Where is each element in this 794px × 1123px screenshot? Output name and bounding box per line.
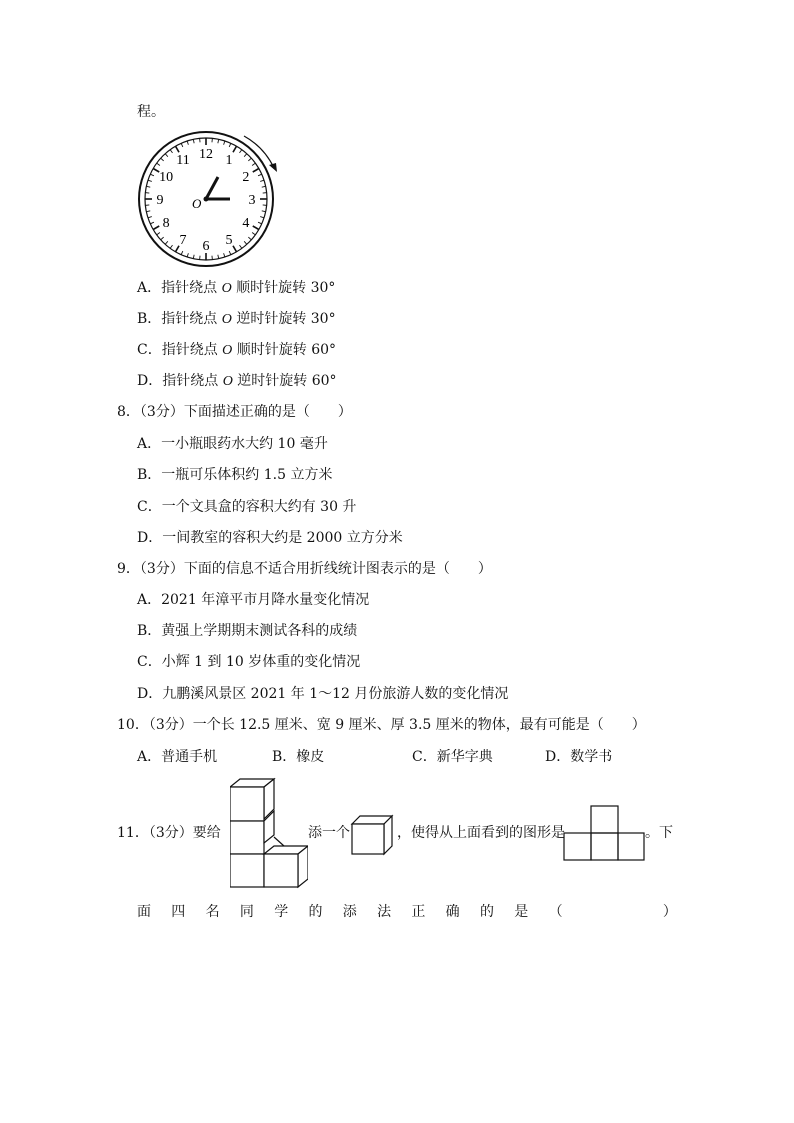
cube-stack-figure	[230, 777, 308, 889]
clock-number: 8	[162, 216, 170, 231]
q11-line2-char: （	[548, 904, 563, 920]
clock-number: 9	[156, 193, 164, 208]
clock-tick	[253, 226, 259, 230]
clock-tick	[218, 255, 219, 259]
clock-tick	[240, 245, 242, 248]
clockwise-arrow	[244, 136, 274, 168]
q11-line2-char: 确	[445, 904, 460, 920]
clock-number: 6	[202, 239, 210, 254]
clock-number: 7	[179, 232, 187, 248]
q11-line2-char: 面	[137, 904, 151, 920]
q11-line2-char: 正	[411, 904, 426, 920]
previous-question-tail: 程。	[137, 104, 165, 120]
clock-tick	[244, 154, 247, 157]
clock-tick	[193, 139, 194, 143]
q11-line2-char: 添	[342, 904, 357, 920]
clock-tick	[148, 180, 152, 181]
q7-option-d: D．指针绕点 O 逆时针旋转 60°	[137, 373, 337, 389]
clock-tick	[161, 158, 164, 161]
q9-option-a: A．2021 年漳平市月降水量变化情况	[137, 592, 370, 608]
clock-tick	[146, 211, 150, 212]
q11-line2-char: 是	[514, 904, 529, 920]
q10-stem: 10．（3分）一个长 12.5 厘米、宽 9 厘米、厚 3.5 厘米的物体，最有可能是（ ）	[117, 717, 646, 733]
clock-tick	[240, 150, 242, 153]
q8-stem: 8．（3分）下面描述正确的是（ ）	[117, 404, 352, 420]
clock-tick	[244, 241, 247, 244]
clock-number: 11	[176, 153, 190, 169]
q8-option-a: A．一小瓶眼药水大约 10 毫升	[137, 436, 328, 452]
q8-option-b: B．一瓶可乐体积约 1.5 立方米	[137, 467, 333, 483]
clock-tick	[233, 246, 237, 252]
clock-tick	[165, 154, 168, 157]
q11-text-part2: 添一个	[308, 825, 350, 841]
clock-tick	[252, 163, 255, 165]
clock-tick	[176, 146, 180, 152]
clock-number: 2	[242, 170, 250, 185]
clock-tick	[150, 222, 154, 224]
clock-tick	[224, 141, 225, 145]
clock-tick	[187, 253, 188, 257]
q11-line2-char: 四	[171, 904, 186, 920]
clock-tick	[170, 245, 172, 248]
arrow-head-icon	[269, 163, 277, 172]
q11-text-part3: ，使得从上面看到的图形是	[397, 825, 565, 841]
q11-second-line	[137, 902, 677, 922]
clock-tick	[258, 222, 262, 224]
clock-tick	[252, 233, 255, 235]
q9-option-b: B．黄强上学期期末测试各科的成绩	[137, 623, 358, 639]
q10-option-b: B．橡皮	[272, 749, 325, 765]
clock-tick	[193, 255, 194, 259]
clock-center-dot	[204, 197, 209, 202]
q11-line2-char: 的	[479, 904, 494, 920]
q7-option-b: B．指针绕点 O 逆时针旋转 30°	[137, 311, 336, 327]
minute-hand	[206, 177, 218, 199]
clock-tick	[181, 143, 183, 147]
q11-line2-char: ）	[662, 904, 677, 920]
clock-tick	[248, 158, 251, 161]
q9-option-c: C．小辉 1 到 10 岁体重的变化情况	[137, 654, 361, 670]
q9-option-d: D．九鹏溪风景区 2021 年 1～12 月份旅游人数的变化情况	[137, 686, 509, 702]
top-view-figure	[563, 805, 645, 863]
q11-text-part4: 。下	[645, 825, 673, 841]
clock-number: 5	[225, 232, 233, 248]
clock-number: 12	[199, 147, 213, 162]
clock-tick	[170, 150, 172, 153]
q7-option-c: C．指针绕点 O 顺时针旋转 60°	[137, 342, 337, 358]
q11-line2-char: 名	[205, 904, 220, 920]
clock-tick	[157, 163, 160, 165]
clock-tick	[260, 180, 264, 181]
q7-option-a: A．指针绕点 O 顺时针旋转 30°	[137, 280, 336, 296]
q8-option-d: D．一间教室的容积大约是 2000 立方分米	[137, 530, 403, 546]
clock-tick	[161, 237, 164, 240]
q10-option-d: D．数学书	[545, 749, 613, 765]
clock-tick	[181, 251, 183, 255]
q11-line2-char: 的	[308, 904, 323, 920]
q11-line2-char: 同	[239, 904, 254, 920]
clock-number: 10	[159, 170, 174, 185]
clock-number: 4	[242, 216, 250, 231]
clock-tick	[229, 251, 231, 255]
clock-tick	[150, 174, 154, 176]
clock-tick	[176, 246, 180, 252]
q11-line2-char: 法	[377, 904, 392, 920]
clock-tick	[262, 211, 266, 212]
clock-tick	[224, 253, 225, 257]
clock-tick	[233, 146, 237, 152]
clock-tick	[165, 241, 168, 244]
q8-option-c: C．一个文具盒的容积大约有 30 升	[137, 499, 357, 515]
q10-option-c: C．新华字典	[412, 749, 493, 765]
clock-tick	[229, 143, 231, 147]
clock-tick	[260, 217, 264, 218]
clock-number: 3	[248, 193, 256, 208]
clock-tick	[248, 237, 251, 240]
clock-tick	[148, 217, 152, 218]
clock-tick	[258, 174, 262, 176]
clock-tick	[153, 226, 159, 230]
single-cube-figure	[350, 814, 394, 856]
q10-option-a: A．普通手机	[137, 749, 218, 765]
clock-tick	[146, 186, 150, 187]
clock-tick	[253, 169, 259, 173]
clock-tick	[218, 139, 219, 143]
q9-stem: 9．（3分）下面的信息不适合用折线统计图表示的是（ ）	[117, 561, 492, 577]
clock-tick	[187, 141, 188, 145]
clock-number: 1	[225, 153, 233, 169]
clock-figure	[134, 128, 284, 268]
clock-tick	[157, 233, 160, 235]
q11-text-part1: 11．（3分）要给	[117, 825, 221, 841]
center-point-label: O	[192, 196, 202, 211]
clock-tick	[262, 186, 266, 187]
q11-line2-char: 学	[274, 904, 289, 920]
